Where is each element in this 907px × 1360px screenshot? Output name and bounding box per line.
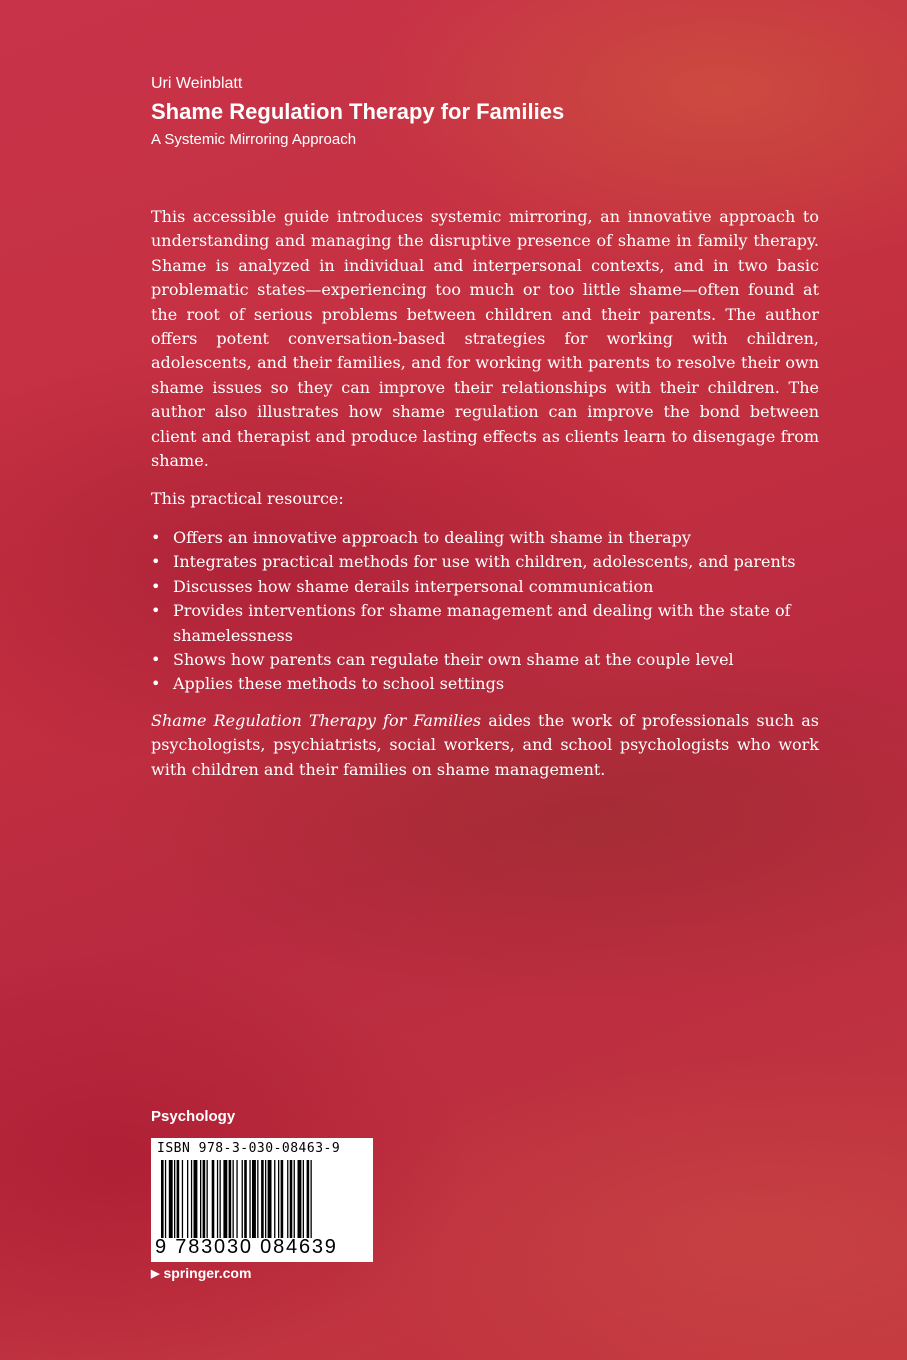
list-item-text: Integrates practical methods for use with children, adolescents, and parents [173,552,796,572]
list-item-text: Applies these methods to school settings [173,674,505,694]
subject-category: Psychology [151,1108,236,1125]
list-item [151,575,819,599]
description [151,205,819,782]
feature-list [151,526,819,697]
isbn-digits: 9 783030 084639 [155,1236,338,1258]
list-item-text: Offers an innovative approach to dealing with shame in therapy [173,527,691,547]
bullet-icon: • [151,649,161,669]
bullet-icon: • [151,674,161,694]
list-item-text: Provides interventions for shame management and dealing with the state of shamelessness [173,601,791,645]
list-item-text: Discusses how shame derails interpersonal communication [173,576,654,596]
closing-book-title: Shame Regulation Therapy for Families [151,710,482,730]
bullet-icon: • [151,527,161,547]
description-paragraph: This accessible guide introduces systemic mirroring, an innovative approach to understanding and managing the disruptive presence of shame in family therapy. Shame is analyzed in individual and interpersonal contexts, and in two basic problematic states—experiencing too much or too little shame—often found at the root of serious problems between children and their parents. The author offers potent conversation-based strategies for working with children, adolescents, and their families, and for working with parents to resolve their own shame issues so they can improve their relationships with their children. The author also illustrates how shame regulation can improve the bond between client and therapist and produce lasting effects as clients learn to disengage from shame. [151,207,819,471]
list-item [151,599,819,648]
bullet-icon: • [151,576,161,596]
publisher-website: springer.com [163,1265,252,1281]
isbn-barcode [151,1138,373,1262]
bullet-icon: • [151,601,161,621]
book-subtitle: A Systemic Mirroring Approach [151,131,357,148]
closing-text: aides the work of professionals such as psychologists, psychiatrists, social workers, and school psychologists who work with children and their families on shame management. [151,710,819,779]
list-item [151,672,819,696]
arrow-right-icon: ▶ [151,1267,160,1280]
isbn-label: ISBN 978-3-030-08463-9 [157,1141,341,1156]
list-item [151,526,819,550]
publisher-link[interactable] [151,1265,251,1281]
list-item-text: Shows how parents can regulate their own shame at the couple level [173,649,734,669]
barcode-bars [157,1160,367,1238]
book-title: Shame Regulation Therapy for Families [151,99,565,124]
header [151,72,564,151]
list-item [151,550,819,574]
list-item [151,648,819,672]
author-name: Uri Weinblatt [151,75,243,92]
closing-paragraph [151,709,819,782]
resource-intro: This practical resource: [151,489,344,509]
bullet-icon: • [151,552,161,572]
